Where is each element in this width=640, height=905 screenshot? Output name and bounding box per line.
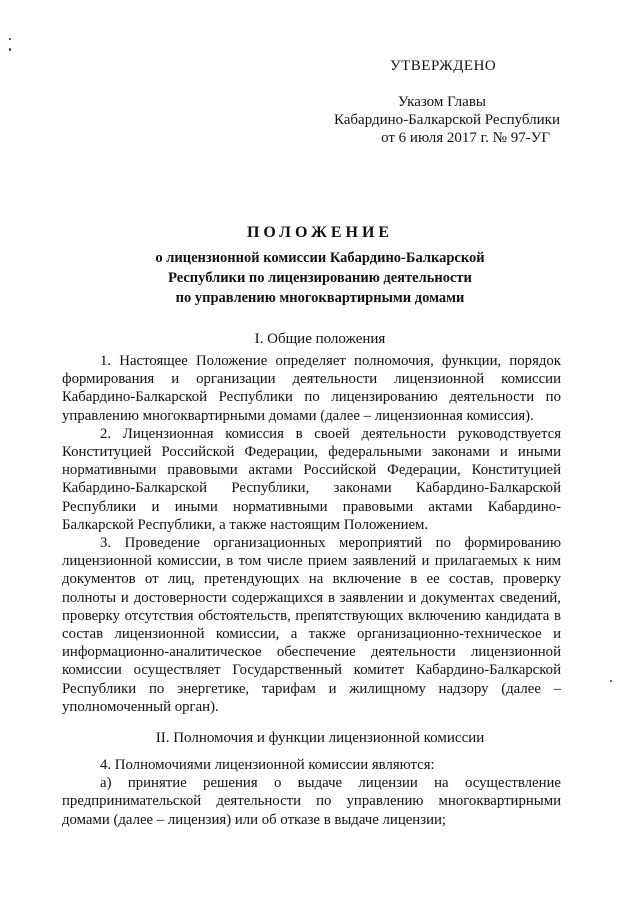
document-subtitle-line: о лицензионной комиссии Кабардино-Балкарской [155,250,485,266]
paragraph: 3. Проведение организационных мероприятий по формированию лицензионной комиссии, в том числе прием заявлений и прилагаемых к ним документов от лиц, претендующих на включение в ее состав, проверку полноты и достоверности содержащихся в заявлении и документах сведений, проверку отсутствия обстоятельств, препятствующих включению кандидата в состав лицензионной комиссии, а также организационно-техническое и информационно-аналитическое обеспечение деятельности лицензионной комиссии осуществляет Государственный комитет Кабардино-Балкарской Республики по энергетике, тарифам и жилищному надзору (далее – уполномоченный орган). [62,535,561,715]
approval-decree: Указом Главы [397,94,486,110]
scan-speck [9,38,11,40]
paragraph: а) принятие решения о выдаче лицензии на осуществление предпринимательской деятельности по управлению многоквартирными домами (далее – лицензия) или об отказе в выдаче лицензии; [62,775,561,828]
paragraph: 4. Полномочиями лицензионной комиссии являются: [100,757,435,773]
document-subtitle-line: по управлению многоквартирными домами [175,290,465,306]
document-subtitle-line: Республики по лицензированию деятельности [168,270,472,286]
section-body [62,756,561,829]
section-heading: I. Общие положения [254,331,386,347]
scan-speck [610,680,612,682]
document-title-block [0,223,640,308]
approval-republic: Кабардино-Балкарской Республики [333,112,560,128]
section-heading: II. Полномочия и функции лицензионной комиссии [155,730,485,746]
paragraph: 1. Настоящее Положение определяет полномочия, функции, порядок формирования и организации деятельности лицензионной комиссии Кабардино-Балкарской Республики по лицензированию деятельности по управлению многоквартирными домами (далее – лицензионная комиссия). [62,353,561,424]
document-title: ПОЛОЖЕНИЕ [246,224,394,241]
section-body [62,352,561,716]
paragraph: 2. Лицензионная комиссия в своей деятельности руководствуется Конституцией Российской Федерации, федеральными законами и иными нормативными правовыми актами Российской Федерации, Конституцией Кабардино-Балкарской Республики, законами Кабардино-Балкарской Республики и иными нормативными правовыми актами Кабардино-Балкарской Республики, а также настоящим Положением. [62,425,561,533]
scan-speck [9,48,11,51]
approval-date: от 6 июля 2017 г. № 97-УГ [381,130,550,146]
approved-label: УТВЕРЖДЕНО [390,58,497,74]
